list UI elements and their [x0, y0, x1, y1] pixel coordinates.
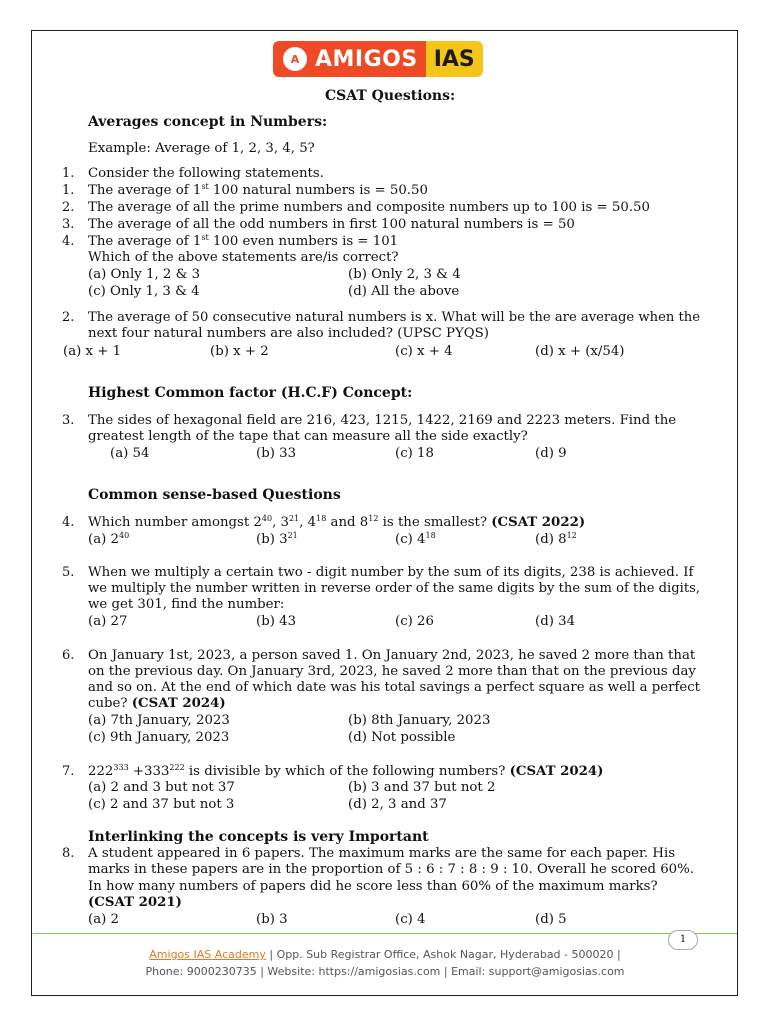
statement-number: 2. — [62, 200, 75, 215]
q1-option-b: (b) Only 2, 3 & 4 — [348, 267, 461, 282]
question-number: 1. — [62, 166, 75, 181]
q7-exam-tag: (CSAT 2024) — [509, 764, 604, 779]
q4-option-c: (c) $4^{18}$ — [395, 531, 436, 547]
q4-option-a: (a) $2^{40}$ — [88, 531, 130, 547]
q5-option-c: (c) 26 — [395, 614, 434, 629]
q3-option-b: (b) 33 — [256, 446, 297, 461]
q6-option-c: (c) 9th January, 2023 — [88, 730, 230, 745]
logo-left — [273, 41, 426, 77]
q5-line-2: we multiply the number written in reverse order of the same digits by the sum of the digits, — [88, 581, 701, 596]
question-number: 3. — [62, 413, 75, 428]
section-title-interlinking: Interlinking the concepts is very Important — [88, 829, 429, 845]
question-number: 4. — [62, 515, 75, 530]
q6-option-b: (b) 8th January, 2023 — [348, 713, 491, 728]
q7-option-b: (b) 3 and 37 but not 2 — [348, 780, 496, 795]
q5-line-3: we get 301, find the number: — [88, 597, 285, 612]
q8-option-d: (d) 5 — [535, 912, 567, 927]
statement-number: 4. — [62, 234, 75, 249]
question-number: 8. — [62, 846, 75, 861]
q1-option-d: (d) All the above — [348, 284, 460, 299]
q7-text: $222^{333} +333^{222}$ is divisible by which of the following numbers? (CSAT 2024) — [88, 763, 604, 779]
q6-option-a: (a) 7th January, 2023 — [88, 713, 230, 728]
q8-exam-tag: (CSAT 2021) — [88, 895, 182, 910]
logo-emblem-icon: A — [283, 47, 307, 71]
q5-option-a: (a) 27 — [88, 614, 128, 629]
q7-option-c: (c) 2 and 37 but not 3 — [88, 797, 235, 812]
q2-option-b: (b) x + 2 — [210, 344, 269, 359]
q2-option-c: (c) x + 4 — [395, 344, 453, 359]
footer-contact-line: Phone: 9000230735 | Website: https://amigosias.com | Email: support@amigosias.com — [145, 965, 625, 978]
q5-option-d: (d) 34 — [535, 614, 576, 629]
q1-text: Consider the following statements. — [88, 166, 324, 181]
statement-4: The average of 1st 100 even numbers is = 101 — [88, 233, 399, 249]
q7-option-a: (a) 2 and 3 but not 37 — [88, 780, 235, 795]
q5-option-b: (b) 43 — [256, 614, 297, 629]
q6-exam-tag: (CSAT 2024) — [131, 696, 226, 711]
q3-option-a: (a) 54 — [110, 446, 150, 461]
q8-option-c: (c) 4 — [395, 912, 426, 927]
logo-text-ias: IAS — [426, 41, 483, 77]
q2-line-2: next four natural numbers are also included? (UPSC PYQS) — [88, 326, 489, 341]
averages-example: Example: Average of 1, 2, 3, 4, 5? — [88, 141, 315, 156]
q8-line-3: In how many numbers of papers did he score less than 60% of the maximum marks? — [88, 879, 658, 894]
q8-option-b: (b) 3 — [256, 912, 288, 927]
statement-1: The average of 1st 100 natural numbers is = 50.50 — [88, 182, 428, 198]
q4-option-d: (d) $8^{12}$ — [535, 531, 577, 547]
q6-option-d: (d) Not possible — [348, 730, 456, 745]
q7-option-d: (d) 2, 3 and 37 — [348, 797, 447, 812]
q4-exam-tag: (CSAT 2022) — [491, 515, 586, 530]
q6-line-1: On January 1st, 2023, a person saved 1. On January 2nd, 2023, he saved 2 more than that — [88, 648, 696, 663]
question-number: 6. — [62, 648, 75, 663]
statement-3: The average of all the odd numbers in first 100 natural numbers is = 50 — [88, 217, 575, 232]
q1-option-c: (c) Only 1, 3 & 4 — [88, 284, 200, 299]
section-title-common-sense: Common sense-based Questions — [88, 487, 341, 503]
question-number: 7. — [62, 764, 75, 779]
page-number: 1 — [668, 930, 698, 950]
q2-line-1: The average of 50 consecutive natural numbers is x. What will be the are average when the — [88, 310, 701, 325]
q6-line-2: on the previous day. On January 3rd, 2023, he saved 2 more than that on the previous day — [88, 664, 696, 679]
q3-option-d: (d) 9 — [535, 446, 567, 461]
q1-option-a: (a) Only 1, 2 & 3 — [88, 267, 201, 282]
q8-line-2: marks in these papers are in the proportion of 5 : 6 : 7 : 8 : 9 : 10. Overall he scored 60%. — [88, 862, 695, 877]
q3-line-2: greatest length of the tape that can measure all the side exactly? — [88, 429, 528, 444]
q5-line-1: When we multiply a certain two - digit number by the sum of its digits, 238 is achieved. If — [88, 565, 694, 580]
footer-divider — [33, 933, 737, 934]
amigos-ias-logo — [273, 41, 483, 77]
statement-2: The average of all the prime numbers and composite numbers up to 100 is = 50.50 — [88, 200, 650, 215]
q2-option-d: (d) x + (x/54) — [535, 344, 625, 359]
q8-option-a: (a) 2 — [88, 912, 119, 927]
statement-number: 1. — [62, 183, 75, 198]
page-heading: CSAT Questions: — [325, 88, 456, 104]
q4-option-b: (b) $3^{21}$ — [256, 531, 298, 547]
footer-address-line: Amigos IAS Academy | Opp. Sub Registrar Office, Ashok Nagar, Hyderabad - 500020 | — [149, 948, 621, 961]
question-number: 2. — [62, 310, 75, 325]
section-title-averages: Averages concept in Numbers: — [88, 114, 328, 130]
academy-link[interactable]: Amigos IAS Academy — [149, 948, 266, 961]
logo-text-amigos: AMIGOS — [315, 46, 418, 72]
q8-line-1: A student appeared in 6 papers. The maximum marks are the same for each paper. His — [88, 846, 676, 861]
q6-line-3: and so on. At the end of which date was his total savings a perfect square as well a perfect — [88, 680, 700, 695]
q1-prompt: Which of the above statements are/is correct? — [88, 250, 399, 265]
statement-number: 3. — [62, 217, 75, 232]
q2-option-a: (a) x + 1 — [63, 344, 122, 359]
section-title-hcf: Highest Common factor (H.C.F) Concept: — [88, 385, 413, 401]
q3-line-1: The sides of hexagonal field are 216, 423, 1215, 1422, 2169 and 2223 meters. Find the — [88, 413, 677, 428]
question-number: 5. — [62, 565, 75, 580]
q6-line-4: cube? (CSAT 2024) — [88, 696, 226, 711]
q3-option-c: (c) 18 — [395, 446, 434, 461]
q4-text: Which number amongst $2^{40}$, $3^{21}$, $4^{18}$ and $8^{12}$ is the smallest? (CSAT 2022) — [88, 514, 586, 530]
